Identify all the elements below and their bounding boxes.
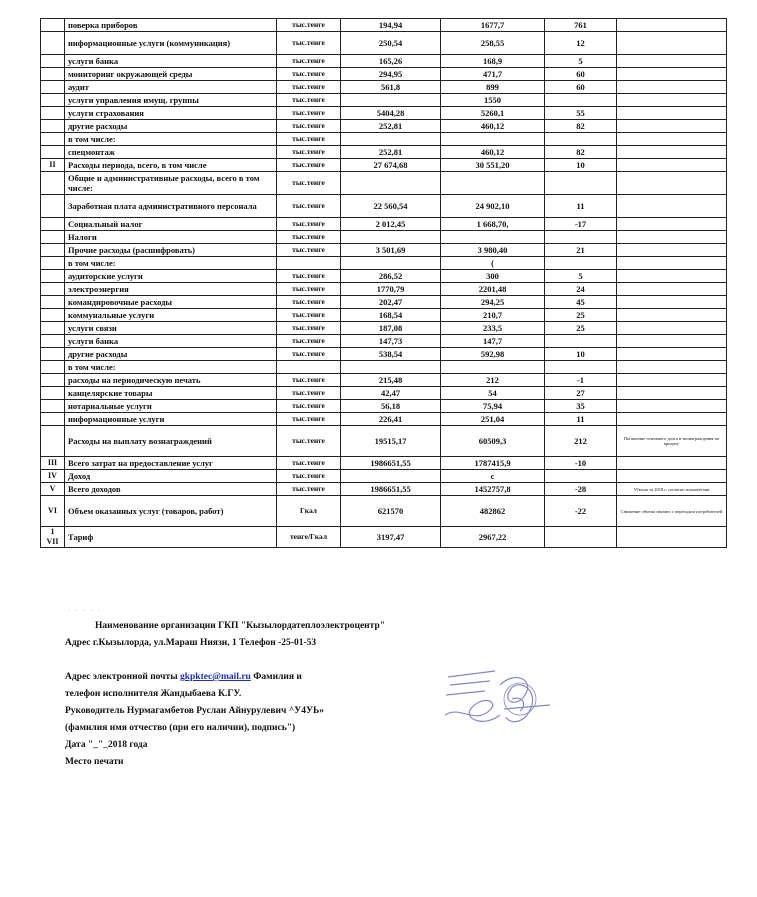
row-unit: тыс.тенге [277, 457, 341, 470]
row-value-actual: 592,98 [441, 348, 545, 361]
row-value-approved: 215,48 [341, 374, 441, 387]
row-note [617, 335, 727, 348]
row-value-actual [441, 361, 545, 374]
row-deviation-percent: 45 [545, 296, 617, 309]
row-value-approved: 19515,17 [341, 426, 441, 457]
table-row [41, 195, 727, 218]
row-unit: тыс.тенге [277, 19, 341, 32]
fio-caption: (фамилия имя отчество (при его наличии), подпись") [65, 723, 296, 733]
row-note [617, 195, 727, 218]
row-name: услуги управления имущ. группы [65, 94, 277, 107]
row-value-actual: 212 [441, 374, 545, 387]
row-note [617, 218, 727, 231]
executor-phone: телефон исполнителя Жандыбаева К.ГУ. [65, 689, 242, 699]
row-name: Налоги [65, 231, 277, 244]
row-value-actual: с [441, 470, 545, 483]
row-value-actual: 5260,1 [441, 107, 545, 120]
row-index [41, 309, 65, 322]
row-value-actual: 1 668,70, [441, 218, 545, 231]
row-deviation-percent [545, 335, 617, 348]
row-note [617, 81, 727, 94]
row-name: в том числе: [65, 257, 277, 270]
row-value-actual: ( [441, 257, 545, 270]
row-name: услуги банка [65, 335, 277, 348]
row-value-actual: 294,25 [441, 296, 545, 309]
row-note [617, 94, 727, 107]
row-value-approved: 187,08 [341, 322, 441, 335]
row-value-approved: 286,52 [341, 270, 441, 283]
head-name: Руководитель Нурмагамбетов Руслан Айнурулевич ^У4УЬ» [65, 706, 324, 716]
row-value-actual: 233,5 [441, 322, 545, 335]
row-value-approved: 252,81 [341, 120, 441, 133]
row-value-actual [441, 231, 545, 244]
row-index [41, 322, 65, 335]
row-deviation-percent [545, 257, 617, 270]
row-note [617, 55, 727, 68]
row-index [41, 335, 65, 348]
row-unit: тыс.тенге [277, 387, 341, 400]
row-value-actual: 1787415,9 [441, 457, 545, 470]
row-index: VI [41, 496, 65, 527]
row-note [617, 309, 727, 322]
table-row [41, 81, 727, 94]
table-row [41, 413, 727, 426]
row-deviation-percent: 11 [545, 195, 617, 218]
row-value-actual: 168,9 [441, 55, 545, 68]
row-value-approved: 1770,79 [341, 283, 441, 296]
table-row [41, 457, 727, 470]
row-deviation-percent [545, 527, 617, 548]
row-deviation-percent [545, 231, 617, 244]
row-name: мониторинг окружающей среды [65, 68, 277, 81]
row-unit: тыс.тенге [277, 413, 341, 426]
row-value-actual: 210,7 [441, 309, 545, 322]
row-unit: тыс.тенге [277, 107, 341, 120]
row-unit: тыс.тенге [277, 283, 341, 296]
table-row [41, 68, 727, 81]
table-row [41, 348, 727, 361]
row-index [41, 81, 65, 94]
row-value-approved: 194,94 [341, 19, 441, 32]
table-row [41, 146, 727, 159]
row-index: V [41, 483, 65, 496]
row-deviation-percent: 27 [545, 387, 617, 400]
row-value-approved: 1986651,55 [341, 483, 441, 496]
row-name: Доход [65, 470, 277, 483]
table-row [41, 133, 727, 146]
table-row [41, 496, 727, 527]
row-index [41, 55, 65, 68]
row-name: информационные услуги [65, 413, 277, 426]
table-row [41, 172, 727, 195]
row-value-approved: 561,8 [341, 81, 441, 94]
table-row [41, 159, 727, 172]
row-index [41, 257, 65, 270]
row-index [41, 133, 65, 146]
row-value-approved: 147,73 [341, 335, 441, 348]
row-index [41, 218, 65, 231]
row-name: в том числе: [65, 133, 277, 146]
row-value-approved: 3 501,69 [341, 244, 441, 257]
row-deviation-percent: 5 [545, 55, 617, 68]
row-name: Расходы периода, всего, в том числе [65, 159, 277, 172]
table-row [41, 244, 727, 257]
row-value-actual: 300 [441, 270, 545, 283]
row-deviation-percent: 55 [545, 107, 617, 120]
row-deviation-percent [545, 172, 617, 195]
row-index [41, 387, 65, 400]
row-value-approved: 250,54 [341, 32, 441, 55]
row-unit: тыс.тенге [277, 159, 341, 172]
row-value-approved [341, 257, 441, 270]
tariff-estimate-table [40, 18, 727, 548]
row-index [41, 361, 65, 374]
row-name: услуги банка [65, 55, 277, 68]
signature-stamp-image [440, 665, 560, 735]
table-row [41, 55, 727, 68]
row-value-approved: 294,95 [341, 68, 441, 81]
row-name: Расходы на выплату вознаграждений [65, 426, 277, 457]
row-name: канцелярские товары [65, 387, 277, 400]
row-value-approved: 2 012,45 [341, 218, 441, 231]
row-note [617, 457, 727, 470]
row-unit: тыс.тенге [277, 270, 341, 283]
row-note: Погашение основного долга и вознаграждения по кредиту [617, 426, 727, 457]
row-index [41, 296, 65, 309]
row-value-approved: 1986651,55 [341, 457, 441, 470]
row-name: Всего доходов [65, 483, 277, 496]
row-value-approved: 56,18 [341, 400, 441, 413]
row-unit: тыс.тенге [277, 483, 341, 496]
table-row [41, 120, 727, 133]
row-value-approved [341, 231, 441, 244]
row-value-actual: 482862 [441, 496, 545, 527]
row-index: 1 VII [41, 527, 65, 548]
row-value-actual: 1677,7 [441, 19, 545, 32]
row-index [41, 146, 65, 159]
table-row [41, 400, 727, 413]
row-index [41, 120, 65, 133]
row-deviation-percent [545, 94, 617, 107]
row-deviation-percent: 60 [545, 68, 617, 81]
row-value-approved: 202,47 [341, 296, 441, 309]
table-row [41, 270, 727, 283]
row-index [41, 426, 65, 457]
row-value-actual: 75,94 [441, 400, 545, 413]
row-note [617, 244, 727, 257]
row-deviation-percent: 10 [545, 159, 617, 172]
row-unit: тыс.тенге [277, 426, 341, 457]
row-unit: тыс.тенге [277, 32, 341, 55]
row-unit: тыс.тенге [277, 322, 341, 335]
row-index: II [41, 159, 65, 172]
row-name: электроэнергия [65, 283, 277, 296]
row-unit: тыс.тенге [277, 296, 341, 309]
row-unit: тыс.тенге [277, 172, 341, 195]
row-name: другие расходы [65, 348, 277, 361]
row-name: командировочные расходы [65, 296, 277, 309]
row-unit: тыс.тенге [277, 348, 341, 361]
row-note [617, 387, 727, 400]
row-index [41, 94, 65, 107]
row-unit: Гкал [277, 496, 341, 527]
row-note [617, 231, 727, 244]
row-value-actual: 60509,3 [441, 426, 545, 457]
row-unit: тенге/Гкал [277, 527, 341, 548]
scan-mark: · · · · · [68, 608, 102, 614]
row-index [41, 283, 65, 296]
row-name: поверка приборов [65, 19, 277, 32]
row-value-actual: 1550 [441, 94, 545, 107]
row-name: Тариф [65, 527, 277, 548]
row-note [617, 257, 727, 270]
row-value-actual: 460,12 [441, 146, 545, 159]
row-value-actual: 1452757,8 [441, 483, 545, 496]
row-deviation-percent: 82 [545, 120, 617, 133]
row-name: Объем оказанных услуг (товаров, работ) [65, 496, 277, 527]
row-name: аудит [65, 81, 277, 94]
row-unit: тыс.тенге [277, 120, 341, 133]
row-name: другие расходы [65, 120, 277, 133]
email-link[interactable]: gkpktec@mail.ru [179, 672, 251, 682]
row-deviation-percent: 24 [545, 283, 617, 296]
email-prefix: Адрес электронной почты [65, 672, 178, 682]
row-index [41, 32, 65, 55]
row-value-actual: 30 551,20 [441, 159, 545, 172]
row-deviation-percent: 35 [545, 400, 617, 413]
table-row [41, 527, 727, 548]
row-name: Заработная плата административного персонала [65, 195, 277, 218]
table-row [41, 361, 727, 374]
row-value-approved [341, 133, 441, 146]
row-deviation-percent: -28 [545, 483, 617, 496]
table-row [41, 32, 727, 55]
row-value-actual: 54 [441, 387, 545, 400]
row-unit: тыс.тенге [277, 335, 341, 348]
row-value-approved: 538,54 [341, 348, 441, 361]
row-note [617, 19, 727, 32]
row-deviation-percent: 25 [545, 322, 617, 335]
row-value-approved: 27 674,68 [341, 159, 441, 172]
row-index [41, 68, 65, 81]
table-row [41, 296, 727, 309]
row-name: в том числе: [65, 361, 277, 374]
row-deviation-percent: 21 [545, 244, 617, 257]
table-row [41, 218, 727, 231]
row-value-actual: 2201,48 [441, 283, 545, 296]
row-deviation-percent: -22 [545, 496, 617, 527]
row-unit [277, 257, 341, 270]
row-note: Снижение объема связано с переходом потребителей [617, 496, 727, 527]
row-index [41, 270, 65, 283]
row-value-approved: 252,81 [341, 146, 441, 159]
row-unit: тыс.тенге [277, 94, 341, 107]
table-row [41, 483, 727, 496]
row-index [41, 413, 65, 426]
organization-address: Адрес г.Кызылорда, ул.Мараш Ниязи, 1 Телефон -25-01-53 [65, 638, 317, 648]
row-deviation-percent: 82 [545, 146, 617, 159]
row-deviation-percent [545, 133, 617, 146]
row-note [617, 527, 727, 548]
row-unit: тыс.тенге [277, 244, 341, 257]
row-note [617, 413, 727, 426]
row-value-actual: 460,12 [441, 120, 545, 133]
row-unit: тыс.тенге [277, 146, 341, 159]
row-unit: тыс.тенге [277, 55, 341, 68]
row-index [41, 374, 65, 387]
row-deviation-percent: 25 [545, 309, 617, 322]
row-index [41, 172, 65, 195]
row-value-approved: 168,54 [341, 309, 441, 322]
table-row [41, 470, 727, 483]
table-row [41, 374, 727, 387]
table-row [41, 107, 727, 120]
row-note [617, 296, 727, 309]
row-deviation-percent: 761 [545, 19, 617, 32]
row-deviation-percent: 60 [545, 81, 617, 94]
row-value-approved: 22 560,54 [341, 195, 441, 218]
row-value-approved: 165,26 [341, 55, 441, 68]
row-index [41, 244, 65, 257]
row-deviation-percent: 11 [545, 413, 617, 426]
row-value-approved [341, 361, 441, 374]
row-value-approved [341, 94, 441, 107]
row-deviation-percent: -1 [545, 374, 617, 387]
row-unit: тыс.тенге [277, 195, 341, 218]
row-index [41, 107, 65, 120]
row-note [617, 348, 727, 361]
row-deviation-percent: -10 [545, 457, 617, 470]
row-note [617, 361, 727, 374]
row-note: Убыток за 2018 г. согласно показателям [617, 483, 727, 496]
row-unit: тыс.тенге [277, 309, 341, 322]
row-note [617, 172, 727, 195]
row-unit: тыс.тенге [277, 133, 341, 146]
row-note [617, 32, 727, 55]
row-note [617, 400, 727, 413]
row-value-approved [341, 470, 441, 483]
row-deviation-percent: 10 [545, 348, 617, 361]
row-value-actual: 258,55 [441, 32, 545, 55]
row-note [617, 120, 727, 133]
row-note [617, 133, 727, 146]
email-line [65, 669, 485, 686]
row-name: Прочие расходы (расшифровать) [65, 244, 277, 257]
row-value-actual: 24 902,10 [441, 195, 545, 218]
table-row [41, 335, 727, 348]
row-name: Всего затрат на предоставление услуг [65, 457, 277, 470]
row-value-actual: 251,04 [441, 413, 545, 426]
signature-block [65, 618, 485, 771]
row-value-approved: 621570 [341, 496, 441, 527]
organization-name: Наименование организации ГКП "Кызылордатеплоэлектроцентр" [95, 621, 386, 631]
row-name: информационные услуги (коммуникация) [65, 32, 277, 55]
row-index [41, 348, 65, 361]
table-row [41, 257, 727, 270]
row-note [617, 159, 727, 172]
row-note [617, 283, 727, 296]
email-suffix: Фамилия и [253, 672, 302, 682]
row-value-actual [441, 172, 545, 195]
row-index [41, 195, 65, 218]
row-value-actual: 2967,22 [441, 527, 545, 548]
row-unit: тыс.тенге [277, 400, 341, 413]
row-unit: тыс.тенге [277, 218, 341, 231]
row-unit: тыс.тенге [277, 231, 341, 244]
row-unit: тыс.тенге [277, 374, 341, 387]
row-name: Общие и административные расходы, всего в том числе: [65, 172, 277, 195]
table-row [41, 94, 727, 107]
row-deviation-percent [545, 361, 617, 374]
table-row [41, 231, 727, 244]
table-row [41, 426, 727, 457]
row-note [617, 68, 727, 81]
row-value-actual: 471,7 [441, 68, 545, 81]
row-name: спецмонтаж [65, 146, 277, 159]
row-note [617, 470, 727, 483]
row-deviation-percent: 12 [545, 32, 617, 55]
row-index [41, 231, 65, 244]
row-name: услуги страхования [65, 107, 277, 120]
row-name: коммунальные услуги [65, 309, 277, 322]
row-name: услуги связи [65, 322, 277, 335]
row-index: III [41, 457, 65, 470]
row-value-actual: 899 [441, 81, 545, 94]
row-name: нотариальные услуги [65, 400, 277, 413]
table-row [41, 387, 727, 400]
row-note [617, 374, 727, 387]
table-row [41, 19, 727, 32]
row-unit: тыс.тенге [277, 470, 341, 483]
row-index [41, 19, 65, 32]
row-index: IV [41, 470, 65, 483]
table-row [41, 283, 727, 296]
row-name: расходы на периодическую печать [65, 374, 277, 387]
row-value-approved: 3197,47 [341, 527, 441, 548]
row-value-actual [441, 133, 545, 146]
row-unit: тыс.тенге [277, 81, 341, 94]
row-value-actual: 3 980,40 [441, 244, 545, 257]
row-value-actual: 147,7 [441, 335, 545, 348]
row-value-approved: 226,41 [341, 413, 441, 426]
row-deviation-percent: -17 [545, 218, 617, 231]
row-deviation-percent: 212 [545, 426, 617, 457]
row-value-approved [341, 172, 441, 195]
row-deviation-percent: 5 [545, 270, 617, 283]
row-note [617, 322, 727, 335]
row-name: аудиторские услуги [65, 270, 277, 283]
row-name: Социальный налог [65, 218, 277, 231]
date-line: Дата "_"_2018 года [65, 740, 148, 750]
row-note [617, 107, 727, 120]
row-deviation-percent [545, 470, 617, 483]
row-index [41, 400, 65, 413]
row-value-approved: 5404,28 [341, 107, 441, 120]
stamp-place: Место печати [65, 757, 124, 767]
row-note [617, 146, 727, 159]
row-unit: тыс.тенге [277, 68, 341, 81]
row-unit [277, 361, 341, 374]
row-value-approved: 42,47 [341, 387, 441, 400]
row-note [617, 270, 727, 283]
table-row [41, 322, 727, 335]
table-row [41, 309, 727, 322]
